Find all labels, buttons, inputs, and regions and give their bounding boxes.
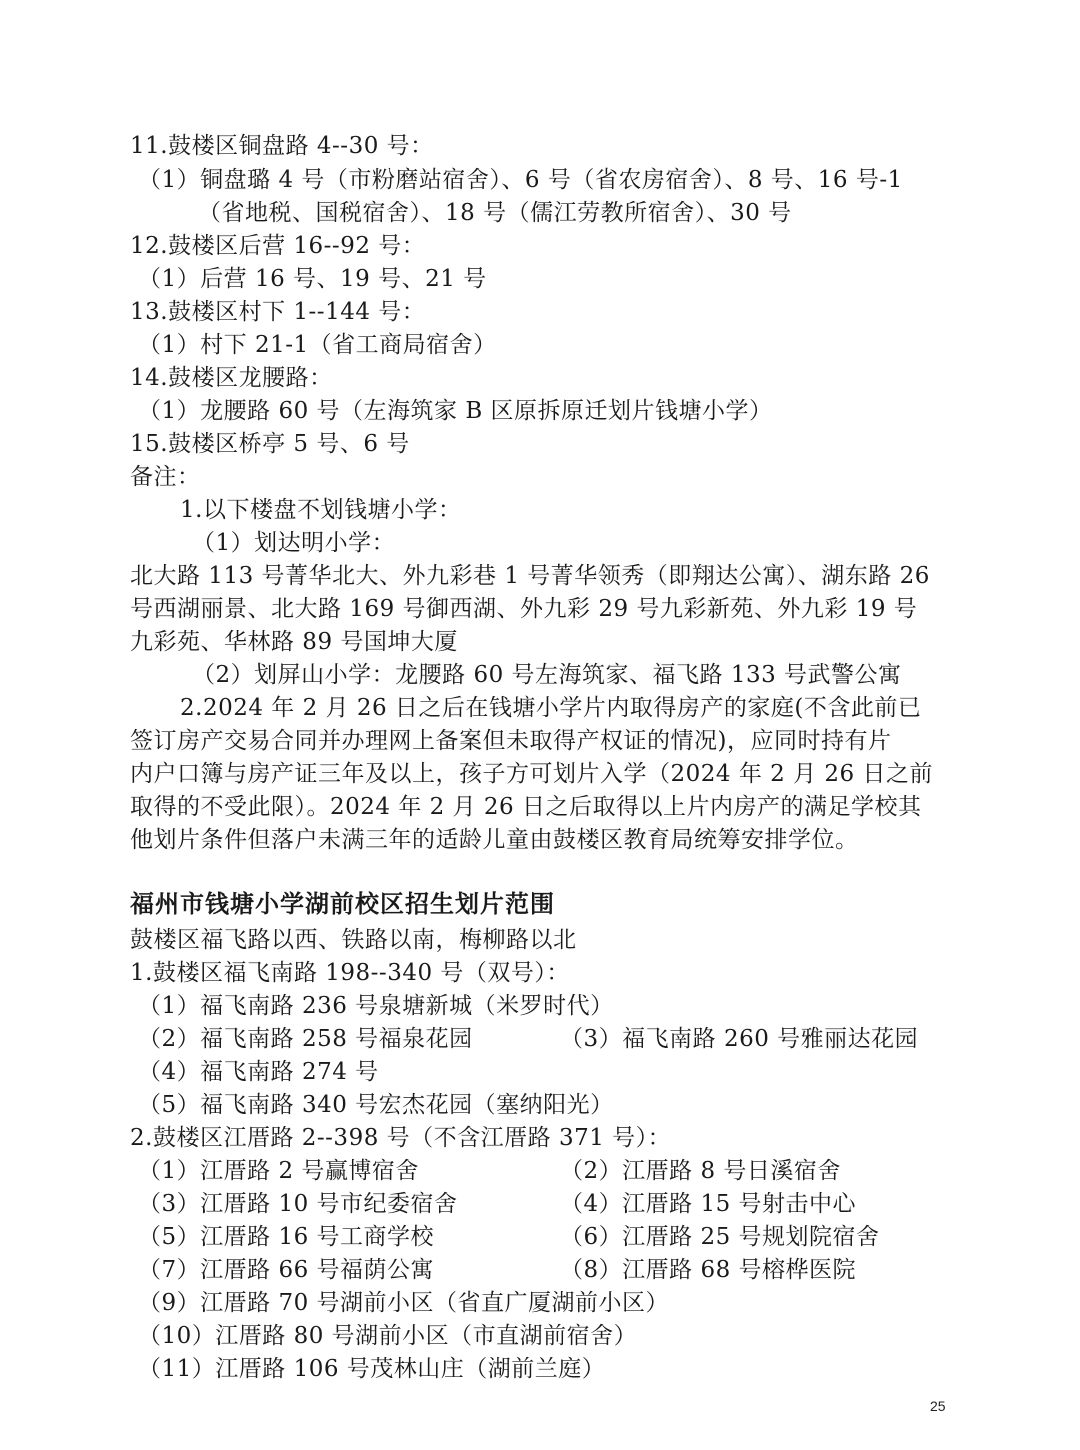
remark-1-sub-1-text-2: 号西湖丽景、北大路 169 号御西湖、外九彩 29 号九彩新苑、外九彩 19 号 xyxy=(130,596,918,622)
item-11-title: 11.鼓楼区铜盘路 4--30 号： xyxy=(130,133,434,159)
road-1-item-4: （4）福飞南路 274 号 xyxy=(138,1059,379,1085)
item-11-sub-1-cont: （省地税、国税宿舍）、18 号（儒江劳教所宿舍）、30 号 xyxy=(198,200,792,226)
road-1-title: 1.鼓楼区福飞南路 198--340 号（双号）： xyxy=(130,960,570,986)
area-boundary: 鼓楼区福飞路以西、铁路以南，梅柳路以北 xyxy=(130,927,577,953)
road-1-item-1: （1）福飞南路 236 号泉塘新城（米罗时代） xyxy=(138,993,614,1019)
remark-2-cont-1: 签订房产交易合同并办理网上备案但未取得产权证的情况)，应同时持有片 xyxy=(130,728,892,754)
road-1-item-3: （3）福飞南路 260 号雅丽达花园 xyxy=(560,1026,919,1052)
road-2-item-10: （10）江厝路 80 号湖前小区（市直湖前宿舍） xyxy=(138,1323,638,1349)
remark-1: 1.以下楼盘不划钱塘小学： xyxy=(180,497,462,523)
remark-1-sub-1-text-3: 九彩苑、华林路 89 号国坤大厦 xyxy=(130,629,458,655)
road-2-item-8: （8）江厝路 68 号榕桦医院 xyxy=(560,1257,857,1283)
road-2-item-2: （2）江厝路 8 号日溪宿舍 xyxy=(560,1158,841,1184)
page-number: 25 xyxy=(930,1398,946,1414)
road-2-item-7: （7）江厝路 66 号福荫公寓 xyxy=(138,1257,435,1283)
remark-1-sub-2: （2）划屏山小学：龙腰路 60 号左海筑家、福飞路 133 号武警公寓 xyxy=(192,662,902,688)
item-12-sub-1: （1）后营 16 号、19 号、21 号 xyxy=(138,266,487,292)
road-2-item-1: （1）江厝路 2 号赢博宿舍 xyxy=(138,1158,419,1184)
item-15-title: 15.鼓楼区桥亭 5 号、6 号 xyxy=(130,431,410,457)
remark-2: 2.2024 年 2 月 26 日之后在钱塘小学片内取得房产的家庭(不含此前已 xyxy=(180,695,922,721)
remark-1-sub-1: （1）划达明小学： xyxy=(192,530,396,556)
road-2-item-11: （11）江厝路 106 号茂林山庄（湖前兰庭） xyxy=(138,1356,606,1382)
remarks-label: 备注： xyxy=(130,464,201,490)
road-2-title: 2.鼓楼区江厝路 2--398 号（不含江厝路 371 号）： xyxy=(130,1125,672,1151)
item-11-sub-1: （1）铜盘璐 4 号（市粉磨站宿舍）、6 号（省农房宿舍）、8 号、16 号-1 xyxy=(138,167,903,193)
remark-2-cont-4: 他划片条件但落户未满三年的适龄儿童由鼓楼区教育局统筹安排学位。 xyxy=(130,827,859,853)
item-13-title: 13.鼓楼区村下 1--144 号： xyxy=(130,299,426,325)
item-13-sub-1: （1）村下 21-1（省工商局宿舍） xyxy=(138,332,497,358)
road-2-item-6: （6）江厝路 25 号规划院宿舍 xyxy=(560,1224,880,1250)
road-1-item-2: （2）福飞南路 258 号福泉花园 xyxy=(138,1026,473,1052)
item-14-sub-1: （1）龙腰路 60 号（左海筑家 B 区原拆原迁划片钱塘小学） xyxy=(138,398,773,424)
remark-2-cont-2: 内户口簿与房产证三年及以上，孩子方可划片入学（2024 年 2 月 26 日之前 xyxy=(130,761,933,787)
remark-2-cont-3: 取得的不受此限）。2024 年 2 月 26 日之后取得以上片内房产的满足学校其 xyxy=(130,794,922,820)
road-2-item-3: （3）江厝路 10 号市纪委宿舍 xyxy=(138,1191,458,1217)
road-2-item-9: （9）江厝路 70 号湖前小区（省直广厦湖前小区） xyxy=(138,1290,670,1316)
item-14-title: 14.鼓楼区龙腰路： xyxy=(130,365,333,391)
item-12-title: 12.鼓楼区后营 16--92 号： xyxy=(130,233,426,259)
section-heading: 福州市钱塘小学湖前校区招生划片范围 xyxy=(130,890,555,918)
remark-1-sub-1-text: 北大路 113 号菁华北大、外九彩巷 1 号菁华领秀（即翔达公寓）、湖东路 26 xyxy=(130,563,930,589)
road-1-item-5: （5）福飞南路 340 号宏杰花园（塞纳阳光） xyxy=(138,1092,614,1118)
road-2-item-5: （5）江厝路 16 号工商学校 xyxy=(138,1224,435,1250)
road-2-item-4: （4）江厝路 15 号射击中心 xyxy=(560,1191,857,1217)
